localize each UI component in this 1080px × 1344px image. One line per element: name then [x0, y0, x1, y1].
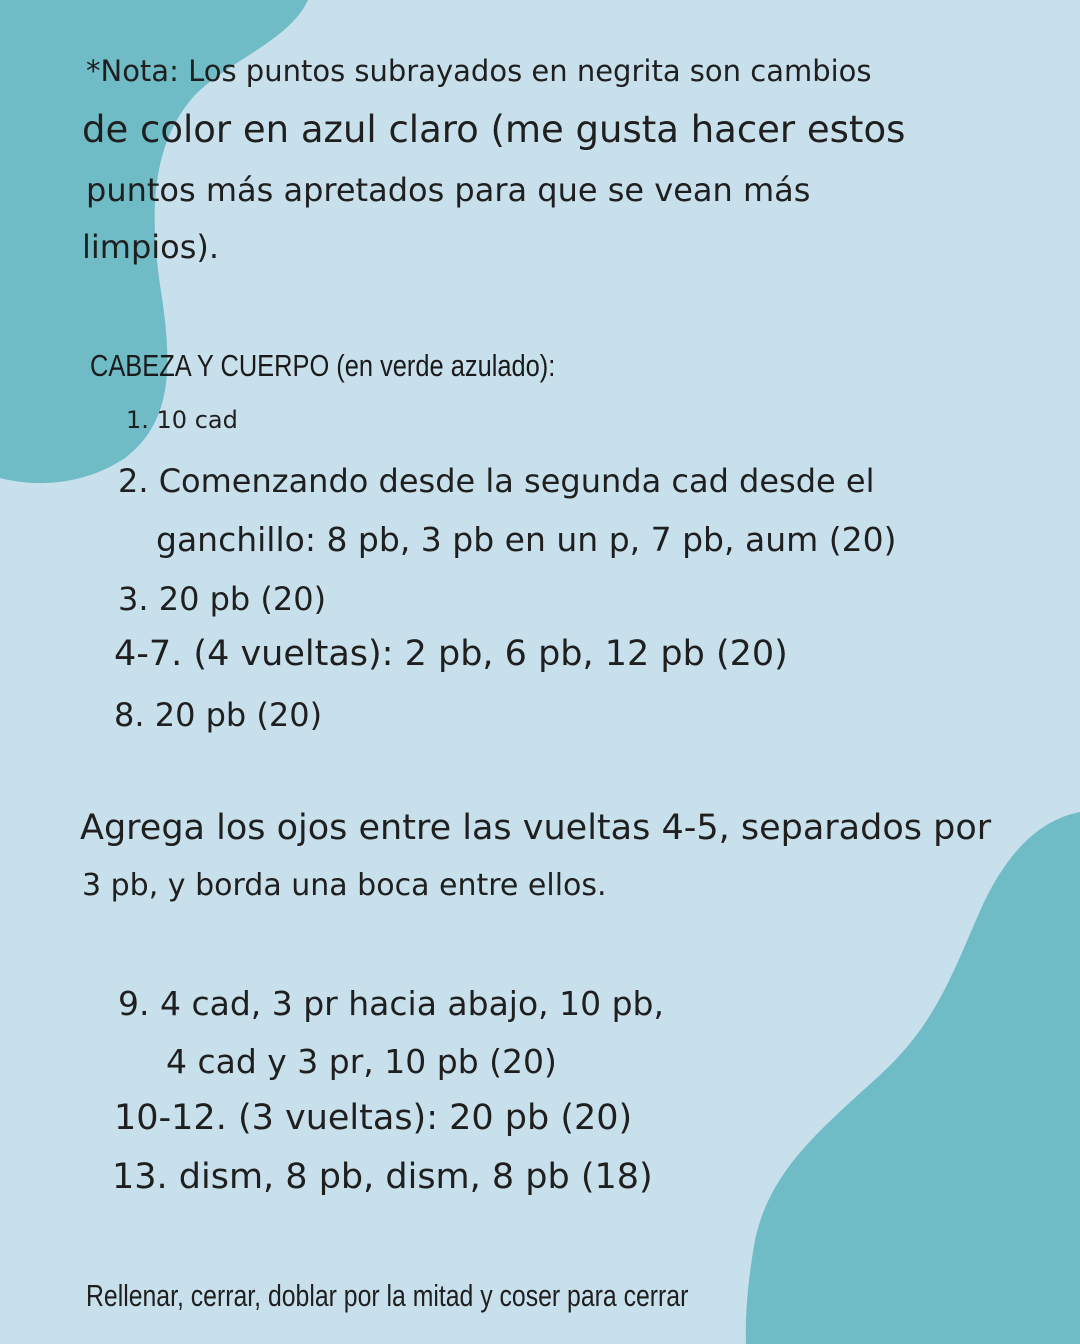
step-3: 3. 20 pb (20)	[118, 580, 327, 618]
step-8: 8. 20 pb (20)	[114, 696, 323, 734]
eyes-instruction-line-1: Agrega los ojos entre las vueltas 4-5, separados por	[80, 808, 992, 848]
bottom-right-blob	[746, 812, 1080, 1344]
note-line-4: limpios).	[82, 228, 220, 266]
note-line-3: puntos más apretados para que se vean más	[86, 171, 811, 209]
closing-instruction: Rellenar, cerrar, doblar por la mitad y coser para cerrar	[86, 1278, 689, 1313]
step-1: 1. 10 cad	[126, 406, 238, 434]
eyes-instruction-line-2: 3 pb, y borda una boca entre ellos.	[82, 868, 607, 903]
note-line-1: *Nota: Los puntos subrayados en negrita son cambios	[86, 54, 872, 88]
note-line-2: de color en azul claro (me gusta hacer estos	[82, 108, 906, 151]
step-10-12: 10-12. (3 vueltas): 20 pb (20)	[114, 1098, 633, 1138]
step-9-line-1: 9. 4 cad, 3 pr hacia abajo, 10 pb,	[118, 984, 664, 1023]
step-13: 13. dism, 8 pb, dism, 8 pb (18)	[112, 1157, 653, 1197]
step-9-line-2: 4 cad y 3 pr, 10 pb (20)	[166, 1042, 557, 1081]
section-title: CABEZA Y CUERPO (en verde azulado):	[90, 348, 556, 383]
step-2-line-1: 2. Comenzando desde la segunda cad desde el	[118, 462, 875, 500]
step-2-line-2: ganchillo: 8 pb, 3 pb en un p, 7 pb, aum (20)	[156, 520, 897, 559]
step-4-7: 4-7. (4 vueltas): 2 pb, 6 pb, 12 pb (20)	[114, 634, 788, 674]
